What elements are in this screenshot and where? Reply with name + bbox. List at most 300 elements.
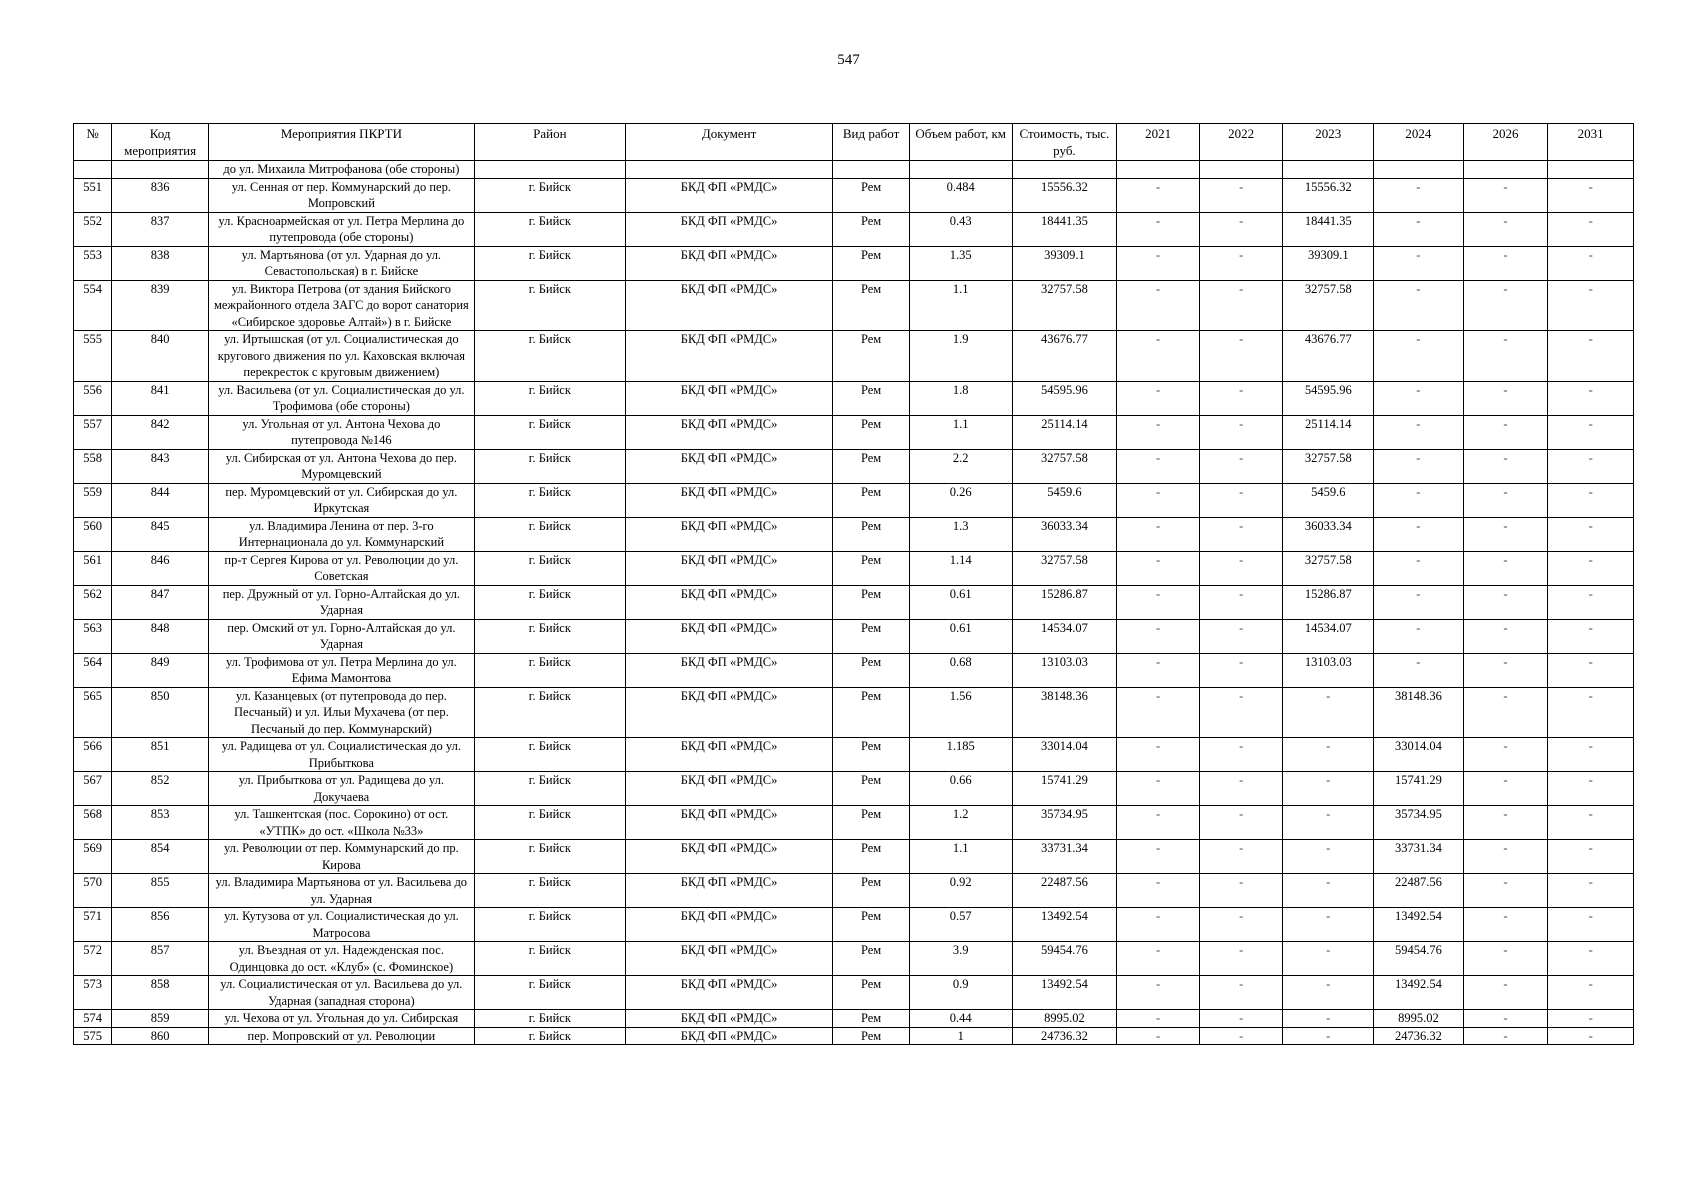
table-row — [74, 874, 1634, 908]
district: г. Бийск — [474, 942, 625, 976]
cost: 24736.32 — [1012, 1027, 1117, 1045]
col-header-2024: 2024 — [1374, 124, 1464, 161]
cost: 13103.03 — [1012, 653, 1117, 687]
work-volume: 1.2 — [909, 806, 1012, 840]
cost: 8995.02 — [1012, 1010, 1117, 1028]
value-2021: - — [1117, 381, 1200, 415]
event-code: 847 — [112, 585, 209, 619]
value-2023: - — [1283, 942, 1374, 976]
table-row — [74, 517, 1634, 551]
value-2022: - — [1199, 772, 1283, 806]
value-2022: - — [1199, 212, 1283, 246]
document — [625, 161, 832, 179]
cost: 36033.34 — [1012, 517, 1117, 551]
district: г. Бийск — [474, 1027, 625, 1045]
value-2026: - — [1463, 517, 1548, 551]
event-code: 854 — [112, 840, 209, 874]
value-2024: 38148.36 — [1374, 687, 1464, 738]
value-2022: - — [1199, 687, 1283, 738]
work-kind: Рем — [833, 772, 910, 806]
row-num: 568 — [74, 806, 112, 840]
cost: 39309.1 — [1012, 246, 1117, 280]
value-2024: - — [1374, 246, 1464, 280]
value-2024: 13492.54 — [1374, 976, 1464, 1010]
cost: 32757.58 — [1012, 449, 1117, 483]
event-name: пер. Муромцевский от ул. Сибирская до ул. Иркутская — [208, 483, 474, 517]
value-2031: - — [1548, 280, 1634, 331]
value-2031: - — [1548, 517, 1634, 551]
work-kind: Рем — [833, 1027, 910, 1045]
table-row — [74, 976, 1634, 1010]
work-volume: 2.2 — [909, 449, 1012, 483]
work-volume: 0.61 — [909, 585, 1012, 619]
col-header-2031: 2031 — [1548, 124, 1634, 161]
row-num: 569 — [74, 840, 112, 874]
table-row — [74, 280, 1634, 331]
table-row — [74, 483, 1634, 517]
district: г. Бийск — [474, 483, 625, 517]
document: БКД ФП «РМДС» — [625, 212, 832, 246]
event-name: пер. Омский от ул. Горно-Алтайская до ул. Ударная — [208, 619, 474, 653]
event-code: 855 — [112, 874, 209, 908]
value-2023: 15286.87 — [1283, 585, 1374, 619]
value-2021: - — [1117, 1027, 1200, 1045]
event-name: до ул. Михаила Митрофанова (обе стороны) — [208, 161, 474, 179]
value-2022: - — [1199, 738, 1283, 772]
table-row — [74, 585, 1634, 619]
value-2021: - — [1117, 687, 1200, 738]
value-2024: - — [1374, 483, 1464, 517]
value-2026: - — [1463, 687, 1548, 738]
event-code: 837 — [112, 212, 209, 246]
work-volume: 3.9 — [909, 942, 1012, 976]
cost: 15556.32 — [1012, 178, 1117, 212]
event-code: 857 — [112, 942, 209, 976]
event-code: 839 — [112, 280, 209, 331]
value-2023: - — [1283, 772, 1374, 806]
value-2022: - — [1199, 585, 1283, 619]
event-code: 859 — [112, 1010, 209, 1028]
value-2031: - — [1548, 551, 1634, 585]
event-name: ул. Кутузова от ул. Социалистическая до ул. Матросова — [208, 908, 474, 942]
value-2021: - — [1117, 246, 1200, 280]
value-2026: - — [1463, 738, 1548, 772]
value-2024: 15741.29 — [1374, 772, 1464, 806]
document: БКД ФП «РМДС» — [625, 415, 832, 449]
value-2026: - — [1463, 840, 1548, 874]
cost: 13492.54 — [1012, 908, 1117, 942]
value-2021: - — [1117, 653, 1200, 687]
value-2023: - — [1283, 687, 1374, 738]
cost: 54595.96 — [1012, 381, 1117, 415]
value-2023: 32757.58 — [1283, 280, 1374, 331]
work-kind: Рем — [833, 585, 910, 619]
value-2031: - — [1548, 738, 1634, 772]
work-kind: Рем — [833, 246, 910, 280]
value-2021: - — [1117, 178, 1200, 212]
row-num: 562 — [74, 585, 112, 619]
value-2022: - — [1199, 551, 1283, 585]
value-2022: - — [1199, 280, 1283, 331]
event-name: ул. Социалистическая от ул. Васильева до ул. Ударная (западная сторона) — [208, 976, 474, 1010]
value-2024: 22487.56 — [1374, 874, 1464, 908]
value-2022: - — [1199, 874, 1283, 908]
value-2021: - — [1117, 806, 1200, 840]
value-2021: - — [1117, 772, 1200, 806]
event-name: ул. Угольная от ул. Антона Чехова до путепровода №146 — [208, 415, 474, 449]
table-row — [74, 619, 1634, 653]
value-2023: - — [1283, 874, 1374, 908]
value-2022: - — [1199, 908, 1283, 942]
table-row — [74, 942, 1634, 976]
row-num: 561 — [74, 551, 112, 585]
district: г. Бийск — [474, 772, 625, 806]
cost: 25114.14 — [1012, 415, 1117, 449]
row-num: 555 — [74, 331, 112, 382]
work-volume: 1.35 — [909, 246, 1012, 280]
work-volume: 1.56 — [909, 687, 1012, 738]
cost: 14534.07 — [1012, 619, 1117, 653]
work-volume: 1.1 — [909, 280, 1012, 331]
event-code: 856 — [112, 908, 209, 942]
cost: 22487.56 — [1012, 874, 1117, 908]
table-row — [74, 908, 1634, 942]
value-2023: 32757.58 — [1283, 449, 1374, 483]
work-kind — [833, 161, 910, 179]
value-2026: - — [1463, 178, 1548, 212]
value-2024: - — [1374, 381, 1464, 415]
district: г. Бийск — [474, 178, 625, 212]
event-name: ул. Радищева от ул. Социалистическая до ул. Прибыткова — [208, 738, 474, 772]
value-2022: - — [1199, 1027, 1283, 1045]
event-code: 846 — [112, 551, 209, 585]
document: БКД ФП «РМДС» — [625, 687, 832, 738]
value-2021: - — [1117, 517, 1200, 551]
event-code: 858 — [112, 976, 209, 1010]
header-row — [74, 124, 1634, 161]
event-code: 843 — [112, 449, 209, 483]
event-code: 840 — [112, 331, 209, 382]
value-2024: 33731.34 — [1374, 840, 1464, 874]
value-2031: - — [1548, 908, 1634, 942]
work-kind: Рем — [833, 976, 910, 1010]
event-name: ул. Владимира Ленина от пер. 3-го Интернационала до ул. Коммунарский — [208, 517, 474, 551]
table-row — [74, 653, 1634, 687]
value-2031: - — [1548, 212, 1634, 246]
value-2023: - — [1283, 738, 1374, 772]
table-row — [74, 806, 1634, 840]
document: БКД ФП «РМДС» — [625, 738, 832, 772]
value-2023: 54595.96 — [1283, 381, 1374, 415]
value-2022: - — [1199, 976, 1283, 1010]
event-name: ул. Трофимова от ул. Петра Мерлина до ул. Ефима Мамонтова — [208, 653, 474, 687]
value-2021: - — [1117, 942, 1200, 976]
event-name: ул. Сибирская от ул. Антона Чехова до пер. Муромцевский — [208, 449, 474, 483]
value-2021: - — [1117, 908, 1200, 942]
district: г. Бийск — [474, 280, 625, 331]
cost — [1012, 161, 1117, 179]
value-2026: - — [1463, 246, 1548, 280]
value-2031: - — [1548, 840, 1634, 874]
value-2022: - — [1199, 1010, 1283, 1028]
event-code — [112, 161, 209, 179]
document: БКД ФП «РМДС» — [625, 1010, 832, 1028]
value-2026: - — [1463, 381, 1548, 415]
work-kind: Рем — [833, 1010, 910, 1028]
row-num: 559 — [74, 483, 112, 517]
value-2024: - — [1374, 585, 1464, 619]
row-num: 574 — [74, 1010, 112, 1028]
value-2024: 24736.32 — [1374, 1027, 1464, 1045]
value-2022: - — [1199, 331, 1283, 382]
table-row — [74, 687, 1634, 738]
document: БКД ФП «РМДС» — [625, 806, 832, 840]
value-2021: - — [1117, 415, 1200, 449]
value-2021: - — [1117, 840, 1200, 874]
work-kind: Рем — [833, 908, 910, 942]
row-num: 556 — [74, 381, 112, 415]
table-row — [74, 381, 1634, 415]
value-2023 — [1283, 161, 1374, 179]
work-kind: Рем — [833, 840, 910, 874]
event-name: ул. Иртышская (от ул. Социалистическая до кругового движения по ул. Каховская включая перекресток с круговым движением) — [208, 331, 474, 382]
value-2031: - — [1548, 381, 1634, 415]
district: г. Бийск — [474, 449, 625, 483]
value-2021: - — [1117, 551, 1200, 585]
district: г. Бийск — [474, 976, 625, 1010]
value-2031: - — [1548, 653, 1634, 687]
work-volume — [909, 161, 1012, 179]
event-name: ул. Сенная от пер. Коммунарский до пер. Мопровский — [208, 178, 474, 212]
value-2022: - — [1199, 178, 1283, 212]
work-volume: 0.26 — [909, 483, 1012, 517]
col-header-volume: Объем работ, км — [909, 124, 1012, 161]
row-num: 560 — [74, 517, 112, 551]
district: г. Бийск — [474, 738, 625, 772]
value-2021: - — [1117, 976, 1200, 1010]
document: БКД ФП «РМДС» — [625, 840, 832, 874]
value-2024: 8995.02 — [1374, 1010, 1464, 1028]
col-header-district: Район — [474, 124, 625, 161]
value-2024: - — [1374, 551, 1464, 585]
table-row — [74, 840, 1634, 874]
work-kind: Рем — [833, 551, 910, 585]
district: г. Бийск — [474, 212, 625, 246]
value-2031: - — [1548, 483, 1634, 517]
value-2026: - — [1463, 1027, 1548, 1045]
value-2022: - — [1199, 517, 1283, 551]
value-2031: - — [1548, 806, 1634, 840]
value-2026: - — [1463, 874, 1548, 908]
value-2021: - — [1117, 619, 1200, 653]
value-2026: - — [1463, 619, 1548, 653]
value-2026: - — [1463, 212, 1548, 246]
event-code: 848 — [112, 619, 209, 653]
event-code: 852 — [112, 772, 209, 806]
district: г. Бийск — [474, 619, 625, 653]
event-code: 844 — [112, 483, 209, 517]
col-header-cost: Стоимость, тыс. руб. — [1012, 124, 1117, 161]
cost: 43676.77 — [1012, 331, 1117, 382]
value-2031: - — [1548, 942, 1634, 976]
value-2022: - — [1199, 415, 1283, 449]
value-2023: - — [1283, 806, 1374, 840]
work-volume: 0.44 — [909, 1010, 1012, 1028]
work-kind: Рем — [833, 942, 910, 976]
event-name: ул. Казанцевых (от путепровода до пер. Песчаный) и ул. Ильи Мухачева (от пер. Песчаный до пер. Коммунарский) — [208, 687, 474, 738]
document: БКД ФП «РМДС» — [625, 280, 832, 331]
value-2024: - — [1374, 331, 1464, 382]
events-table — [73, 123, 1634, 1045]
value-2023: - — [1283, 908, 1374, 942]
value-2023: - — [1283, 1010, 1374, 1028]
row-num: 557 — [74, 415, 112, 449]
district: г. Бийск — [474, 415, 625, 449]
document: БКД ФП «РМДС» — [625, 772, 832, 806]
value-2031 — [1548, 161, 1634, 179]
value-2024 — [1374, 161, 1464, 179]
work-volume: 0.9 — [909, 976, 1012, 1010]
value-2031: - — [1548, 772, 1634, 806]
value-2021: - — [1117, 1010, 1200, 1028]
cost: 5459.6 — [1012, 483, 1117, 517]
value-2022 — [1199, 161, 1283, 179]
table-row — [74, 738, 1634, 772]
cost: 13492.54 — [1012, 976, 1117, 1010]
work-volume: 0.61 — [909, 619, 1012, 653]
event-name: ул. Васильева (от ул. Социалистическая до ул. Трофимова (обе стороны) — [208, 381, 474, 415]
district: г. Бийск — [474, 874, 625, 908]
value-2026: - — [1463, 331, 1548, 382]
row-num: 553 — [74, 246, 112, 280]
value-2021: - — [1117, 874, 1200, 908]
work-kind: Рем — [833, 212, 910, 246]
work-kind: Рем — [833, 331, 910, 382]
value-2026: - — [1463, 415, 1548, 449]
value-2031: - — [1548, 976, 1634, 1010]
value-2026: - — [1463, 976, 1548, 1010]
col-header-code: Код мероприятия — [112, 124, 209, 161]
value-2023: 5459.6 — [1283, 483, 1374, 517]
value-2031: - — [1548, 619, 1634, 653]
value-2021: - — [1117, 280, 1200, 331]
value-2023: - — [1283, 840, 1374, 874]
event-code: 850 — [112, 687, 209, 738]
document: БКД ФП «РМДС» — [625, 585, 832, 619]
row-num: 570 — [74, 874, 112, 908]
document: БКД ФП «РМДС» — [625, 517, 832, 551]
work-volume: 1.185 — [909, 738, 1012, 772]
work-kind: Рем — [833, 874, 910, 908]
table-body — [74, 161, 1634, 1045]
document: БКД ФП «РМДС» — [625, 942, 832, 976]
work-volume: 1.1 — [909, 840, 1012, 874]
cost: 33731.34 — [1012, 840, 1117, 874]
district: г. Бийск — [474, 653, 625, 687]
value-2031: - — [1548, 246, 1634, 280]
value-2026: - — [1463, 1010, 1548, 1028]
row-num: 565 — [74, 687, 112, 738]
value-2022: - — [1199, 449, 1283, 483]
cost: 33014.04 — [1012, 738, 1117, 772]
work-volume: 0.68 — [909, 653, 1012, 687]
value-2023: 14534.07 — [1283, 619, 1374, 653]
district: г. Бийск — [474, 246, 625, 280]
row-num: 552 — [74, 212, 112, 246]
cost: 32757.58 — [1012, 551, 1117, 585]
district: г. Бийск — [474, 551, 625, 585]
value-2026: - — [1463, 806, 1548, 840]
event-code: 849 — [112, 653, 209, 687]
value-2021: - — [1117, 738, 1200, 772]
value-2026: - — [1463, 585, 1548, 619]
row-num: 558 — [74, 449, 112, 483]
table-row — [74, 449, 1634, 483]
value-2022: - — [1199, 246, 1283, 280]
work-volume: 1.1 — [909, 415, 1012, 449]
work-kind: Рем — [833, 687, 910, 738]
work-volume: 0.92 — [909, 874, 1012, 908]
document: БКД ФП «РМДС» — [625, 551, 832, 585]
document: БКД ФП «РМДС» — [625, 449, 832, 483]
document: БКД ФП «РМДС» — [625, 653, 832, 687]
table-row — [74, 246, 1634, 280]
value-2021: - — [1117, 331, 1200, 382]
row-num: 567 — [74, 772, 112, 806]
col-header-2023: 2023 — [1283, 124, 1374, 161]
value-2023: 25114.14 — [1283, 415, 1374, 449]
value-2024: 33014.04 — [1374, 738, 1464, 772]
table-row — [74, 415, 1634, 449]
col-header-event: Мероприятия ПКРТИ — [208, 124, 474, 161]
value-2022: - — [1199, 653, 1283, 687]
col-header-document: Документ — [625, 124, 832, 161]
value-2023: 18441.35 — [1283, 212, 1374, 246]
event-code: 853 — [112, 806, 209, 840]
work-volume: 1.3 — [909, 517, 1012, 551]
col-header-kind: Вид работ — [833, 124, 910, 161]
value-2021: - — [1117, 483, 1200, 517]
value-2031: - — [1548, 1027, 1634, 1045]
value-2031: - — [1548, 178, 1634, 212]
work-volume: 1.8 — [909, 381, 1012, 415]
value-2021: - — [1117, 449, 1200, 483]
value-2023: 39309.1 — [1283, 246, 1374, 280]
event-name: ул. Въездная от ул. Надежденская пос. Одинцовка до ост. «Клуб» (с. Фоминское) — [208, 942, 474, 976]
document: БКД ФП «РМДС» — [625, 483, 832, 517]
work-volume: 0.484 — [909, 178, 1012, 212]
event-code: 842 — [112, 415, 209, 449]
work-kind: Рем — [833, 738, 910, 772]
value-2024: - — [1374, 517, 1464, 551]
work-kind: Рем — [833, 619, 910, 653]
cost: 15286.87 — [1012, 585, 1117, 619]
value-2026: - — [1463, 280, 1548, 331]
value-2031: - — [1548, 687, 1634, 738]
value-2021: - — [1117, 212, 1200, 246]
value-2024: 13492.54 — [1374, 908, 1464, 942]
value-2023: - — [1283, 1027, 1374, 1045]
event-code: 851 — [112, 738, 209, 772]
cost: 15741.29 — [1012, 772, 1117, 806]
document: БКД ФП «РМДС» — [625, 381, 832, 415]
row-num: 554 — [74, 280, 112, 331]
district: г. Бийск — [474, 585, 625, 619]
row-num: 564 — [74, 653, 112, 687]
value-2031: - — [1548, 874, 1634, 908]
event-name: пр-т Сергея Кирова от ул. Революции до ул. Советская — [208, 551, 474, 585]
event-code: 845 — [112, 517, 209, 551]
